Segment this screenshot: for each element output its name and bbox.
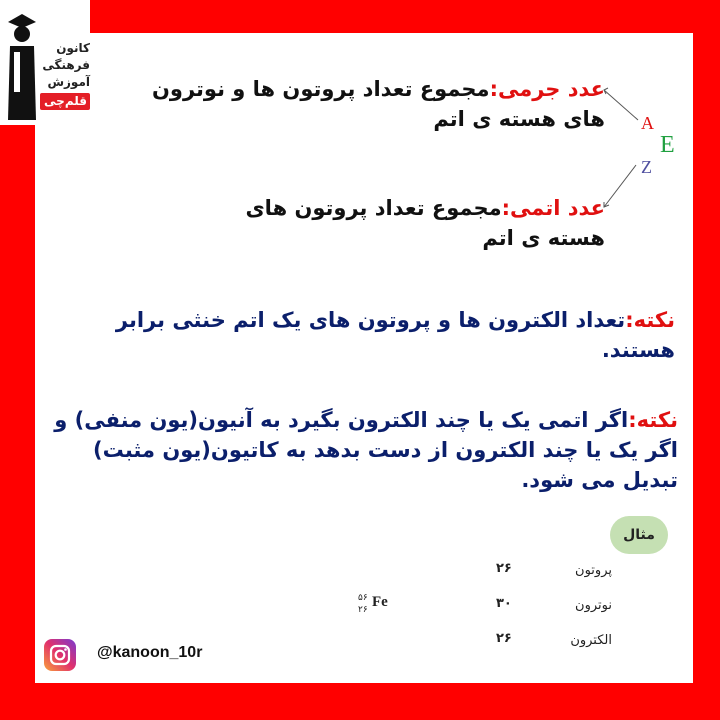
row-neutron-value: ۳۰ <box>496 596 512 611</box>
element-symbol: E <box>660 132 675 158</box>
note-ions <box>48 405 678 495</box>
example-badge: مثال <box>610 516 668 554</box>
row-electron-label: الکترون <box>570 633 612 648</box>
note2-text: اگر اتمی یک یا چند الکترون بگیرد به آنیون(یون منفی) و اگر یک یا چند الکترون از دست بدهد به کاتیون(یون مثبت) تبدیل می شود. <box>54 408 678 492</box>
logo-line-2: فرهنگی <box>42 58 90 72</box>
atomic-number-symbol: Z <box>641 157 652 177</box>
logo-line-3: آموزش <box>47 75 90 89</box>
mass-number-label: عدد جرمی: <box>489 77 605 101</box>
instagram-handle[interactable]: @kanoon_10r <box>97 644 203 661</box>
iron-atomic-number: ۲۶ <box>358 604 368 614</box>
note-neutral-atom <box>75 305 675 365</box>
row-neutron-label: نوترون <box>575 598 612 613</box>
instagram-icon[interactable] <box>44 639 76 671</box>
pointer-arrows <box>600 80 650 220</box>
note1-text: تعداد الکترون ها و پروتون های یک اتم خنثی برابر هستند. <box>115 308 675 362</box>
logo-line-4: قلم‌چی <box>40 93 90 110</box>
atomic-number-label: عدد اتمی: <box>501 196 605 220</box>
kanoon-logo <box>0 0 90 125</box>
mass-number-definition <box>130 74 605 134</box>
row-electron-value: ۲۶ <box>496 631 512 646</box>
mass-number-symbol: A <box>641 113 654 133</box>
atomic-number-text: مجموع تعداد پروتون های هسته ی اتم <box>245 196 605 250</box>
iron-mass-number: ۵۶ <box>358 592 368 602</box>
mass-number-text: مجموع تعداد پروتون ها و نوترون های هسته ی اتم <box>151 77 605 131</box>
row-proton-label: پروتون <box>575 563 612 578</box>
note1-label: نکته: <box>625 308 675 332</box>
logo-line-1: کانون <box>56 41 90 55</box>
note2-label: نکته: <box>628 408 678 432</box>
iron-symbol: Fe <box>372 594 388 610</box>
atomic-number-definition <box>210 193 605 253</box>
graduate-figure-icon <box>6 12 38 120</box>
row-proton-value: ۲۶ <box>496 561 512 576</box>
